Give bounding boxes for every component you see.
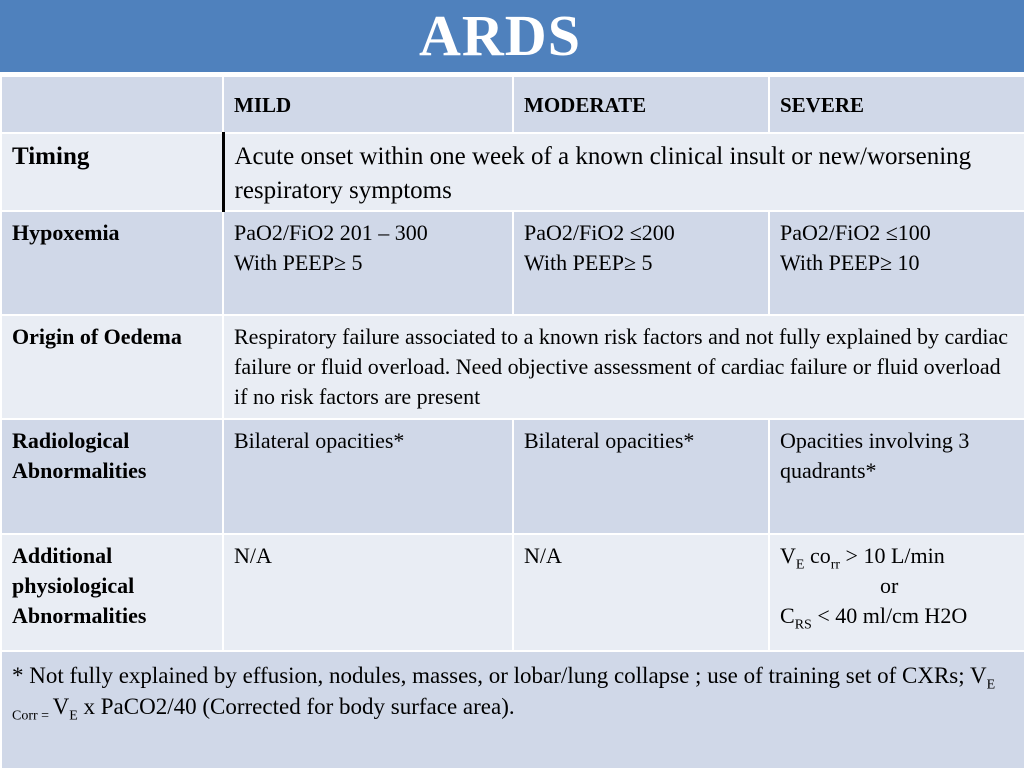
timing-text: Acute onset within one week of a known clinical insult or new/worsening respiratory symptoms: [223, 133, 1024, 211]
additional-moderate: N/A: [513, 534, 769, 651]
footnote-sub2: E: [69, 708, 78, 724]
origin-label: Origin of Oedema: [1, 315, 223, 419]
table-row-hypoxemia: [1, 211, 1024, 315]
footnote-part1: * Not fully explained by effusion, nodules, masses, or lobar/lung collapse ; use of training set of CXRs; V: [12, 663, 987, 688]
crs-base: C: [780, 603, 795, 628]
header-mild: MILD: [223, 76, 513, 133]
footnote-eq: =: [37, 708, 53, 724]
header-moderate: MODERATE: [513, 76, 769, 133]
ve-sub2: rr: [830, 557, 841, 573]
header-blank-cell: [1, 76, 223, 133]
additional-severe: [769, 534, 1024, 651]
table-row-additional: [1, 534, 1024, 651]
hypoxemia-severe-peep: With PEEP≥ 10: [780, 250, 920, 275]
hypoxemia-moderate-peep: With PEEP≥ 5: [524, 250, 653, 275]
radiological-mild: Bilateral opacities*: [223, 419, 513, 534]
hypoxemia-mild: [223, 211, 513, 315]
hypoxemia-mild-ratio: PaO2/FiO2 201 – 300: [234, 220, 428, 245]
radiological-moderate: Bilateral opacities*: [513, 419, 769, 534]
ve-mid: co: [804, 543, 831, 568]
crs-rest: < 40 ml/cm H2O: [811, 603, 968, 628]
hypoxemia-severe: [769, 211, 1024, 315]
table-row-timing: [1, 133, 1024, 211]
hypoxemia-moderate-ratio: PaO2/FiO2 ≤200: [524, 220, 675, 245]
table-header-row: [1, 76, 1024, 133]
additional-label: Additional physiological Abnormalities: [1, 534, 223, 651]
hypoxemia-mild-peep: With PEEP≥ 5: [234, 250, 363, 275]
footnote-part2: x PaCO2/40 (Corrected for body surface area).: [77, 694, 515, 719]
ve-corr-line: [780, 541, 1016, 571]
or-text: or: [880, 573, 899, 598]
origin-text: Respiratory failure associated to a known risk factors and not fully explained by cardiac failure or fluid overload. Need objective assessment of cardiac failure or fluid overload if no risk factors are present: [223, 315, 1024, 419]
ards-criteria-table: [0, 75, 1024, 770]
footnote-v2: V: [52, 694, 70, 719]
footnote-sub1: E Corr: [12, 677, 996, 724]
header-severe: SEVERE: [769, 76, 1024, 133]
crs-line: [780, 601, 1016, 631]
radiological-severe: Opacities involving 3 quadrants*: [769, 419, 1024, 534]
ve-base: V: [780, 543, 796, 568]
radiological-label: Radiological Abnormalities: [1, 419, 223, 534]
crs-sub: RS: [794, 617, 812, 633]
table-row-footnote: [1, 651, 1024, 769]
slide-title: ARDS: [419, 3, 581, 68]
timing-label: Timing: [1, 133, 223, 211]
title-bar: [0, 0, 1024, 75]
footnote: [1, 651, 1024, 769]
ve-rest: > 10 L/min: [840, 543, 945, 568]
hypoxemia-severe-ratio: PaO2/FiO2 ≤100: [780, 220, 931, 245]
hypoxemia-moderate: [513, 211, 769, 315]
ve-sub: E: [795, 557, 805, 573]
table-row-radiological: [1, 419, 1024, 534]
table-row-origin: [1, 315, 1024, 419]
additional-mild: N/A: [223, 534, 513, 651]
hypoxemia-label: Hypoxemia: [1, 211, 223, 315]
